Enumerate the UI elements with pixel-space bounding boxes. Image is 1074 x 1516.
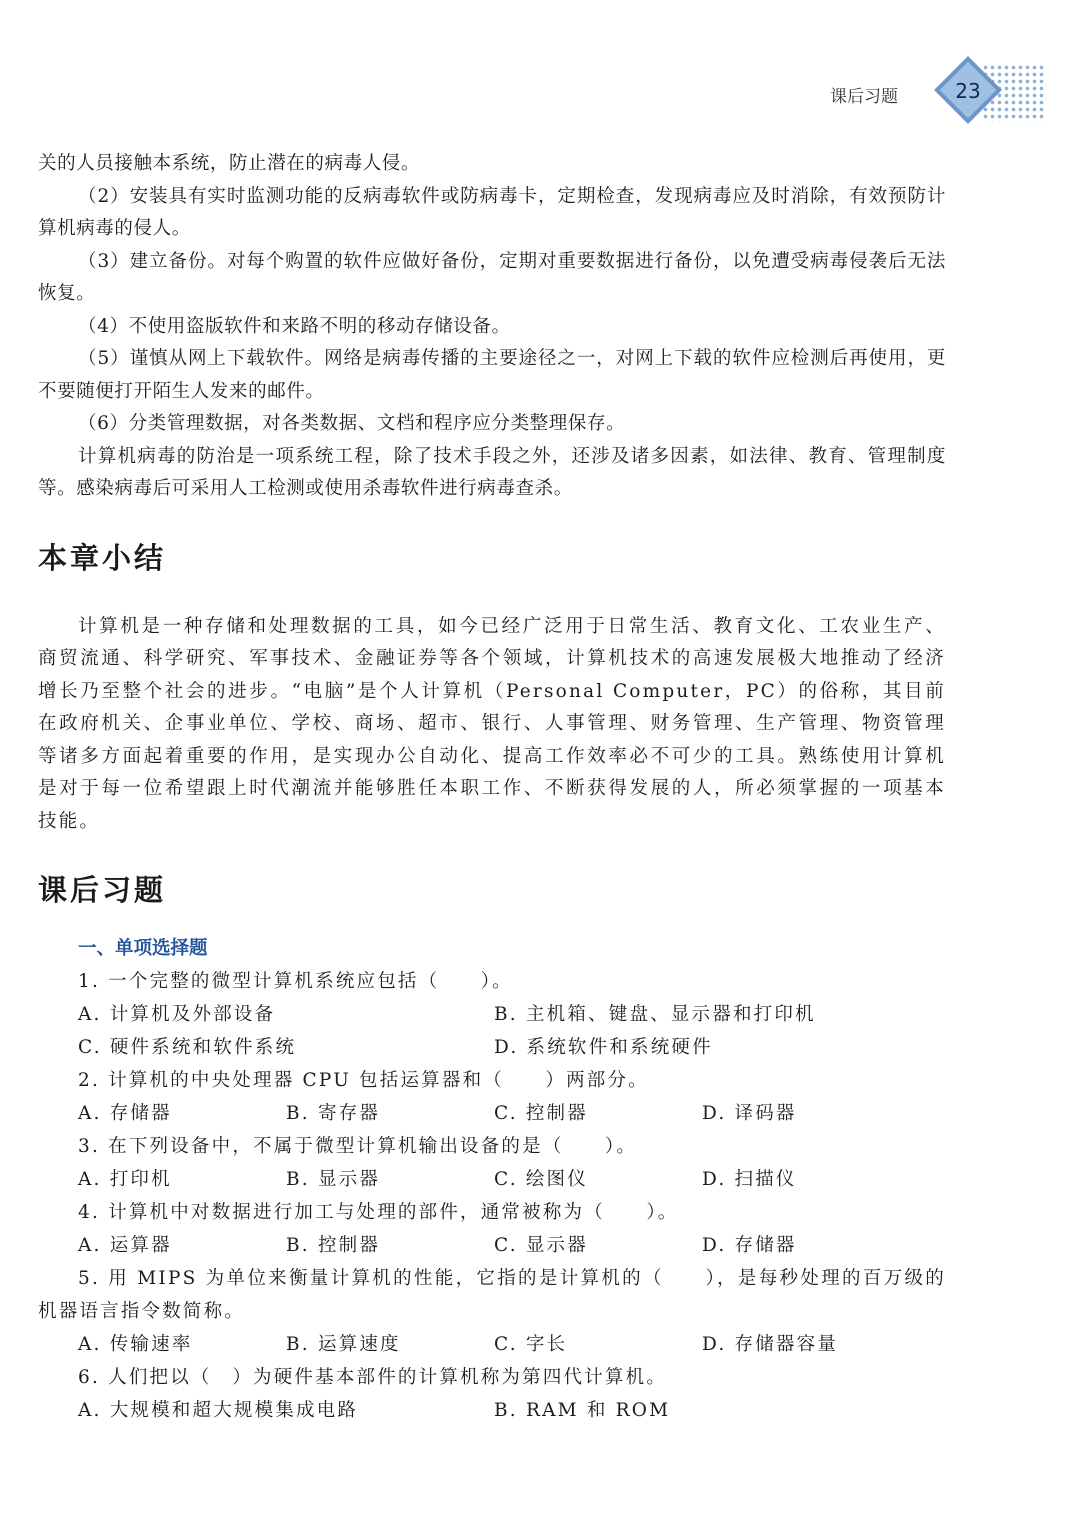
- option-b: B. RAM 和 ROM: [494, 1400, 671, 1421]
- option-c: C. 硬件系统和软件系统: [78, 1037, 297, 1058]
- option-d: D. 存储器容量: [702, 1334, 839, 1355]
- question-5: 5. 用 MIPS 为单位来衡量计算机的性能，它指的是计算机的（ ），是每秒处理的百万级的机器语言指令数简称。: [38, 1268, 946, 1322]
- question-6-options: [38, 1394, 946, 1427]
- body-paragraph: 关的人员接触本系统，防止潜在的病毒人侵。: [38, 153, 421, 174]
- option-b: B. 寄存器: [286, 1103, 381, 1124]
- body-paragraph: （3）建立备份。对每个购置的软件应做好备份，定期对重要数据进行备份，以免遭受病毒侵袭后无法恢复。: [38, 250, 946, 304]
- body-paragraph: （2）安装具有实时监测功能的反病毒软件或防病毒卡，定期检查，发现病毒应及时消除，有效预防计算机病毒的侵人。: [38, 185, 946, 239]
- page-number: 23: [955, 79, 981, 103]
- option-c: C. 显示器: [494, 1235, 588, 1256]
- question-1: 1. 一个完整的微型计算机系统应包括（ ）。: [78, 971, 513, 992]
- question-4: 4. 计算机中对数据进行加工与处理的部件，通常被称为（ ）。: [78, 1202, 679, 1223]
- question-2-options: [38, 1097, 946, 1130]
- question-4-options: [38, 1229, 946, 1262]
- body-paragraph: （4）不使用盗版软件和来路不明的移动存储设备。: [78, 315, 511, 337]
- summary-heading: 本章小结: [38, 540, 167, 575]
- option-c: C. 控制器: [494, 1103, 588, 1124]
- option-c: C. 绘图仪: [494, 1169, 588, 1190]
- question-2: 2. 计算机的中央处理器 CPU 包括运算器和（ ）两部分。: [78, 1070, 649, 1091]
- summary-paragraph: 计算机是一种存储和处理数据的工具，如今已经广泛用于日常生活、教育文化、工农业生产、商贸流通、科学研究、军事技术、金融证券等各个领域，计算机技术的高速发展极大地推动了经济增长乃至整个社会的进步。“电脑”是个人计算机（Personal Computer，PC）的俗称，其目前在政府机关、企事业单位、学校、商场、超市、银行、人事管理、财务管理、生产管理、物资管理等诸多方面起着重要的作用，是实现办公自动化、提高工作效率必不可少的工具。熟练使用计算机是对于每一位希望跟上时代潮流并能够胜任本职工作、不断获得发展的人，所必须掌握的一项基本技能。: [38, 615, 946, 832]
- option-a: A. 传输速率: [78, 1334, 193, 1355]
- question-6: 6. 人们把以（ ）为硬件基本部件的计算机称为第四代计算机。: [78, 1367, 668, 1388]
- section-title: 一、单项选择题: [78, 938, 208, 959]
- question-5-options: [38, 1328, 946, 1361]
- running-header-label: 课后习题: [830, 87, 898, 107]
- question-1-options-row-1: [38, 998, 946, 1031]
- option-a: A. 存储器: [78, 1103, 172, 1124]
- page-content: [38, 148, 946, 1427]
- option-a: A. 打印机: [78, 1169, 172, 1190]
- option-d: D. 存储器: [702, 1235, 797, 1256]
- option-b: B. 控制器: [286, 1235, 381, 1256]
- option-a: A. 运算器: [78, 1235, 172, 1256]
- body-paragraph: 计算机病毒的防治是一项系统工程，除了技术手段之外，还涉及诸多因素，如法律、教育、管理制度等。感染病毒后可采用人工检测或使用杀毒软件进行病毒查杀。: [38, 445, 946, 499]
- option-a: A. 大规模和超大规模集成电路: [78, 1400, 359, 1421]
- summary-section: [38, 611, 946, 839]
- question-3-options: [38, 1163, 946, 1196]
- page-header: [814, 58, 1054, 130]
- option-d: D. 扫描仪: [702, 1169, 797, 1190]
- option-d: D. 系统软件和系统硬件: [494, 1037, 713, 1058]
- body-paragraph: （6）分类管理数据，对各类数据、文档和程序应分类整理保存。: [78, 413, 626, 434]
- option-c: C. 字长: [494, 1334, 568, 1355]
- question-3: 3. 在下列设备中，不属于微型计算机输出设备的是（ ）。: [78, 1136, 638, 1157]
- body-paragraph: （5）谨慎从网上下载软件。网络是病毒传播的主要途径之一，对网上下载的软件应检测后再使用，更不要随便打开陌生人发来的邮件。: [38, 348, 946, 402]
- option-b: B. 主机箱、键盘、显示器和打印机: [494, 1004, 816, 1025]
- exercises-heading: 课后习题: [38, 873, 167, 907]
- option-b: B. 显示器: [286, 1169, 381, 1190]
- option-b: B. 运算速度: [286, 1334, 401, 1355]
- option-a: A. 计算机及外部设备: [78, 1004, 276, 1025]
- question-1-options-row-2: [38, 1031, 946, 1064]
- option-d: D. 译码器: [702, 1103, 797, 1124]
